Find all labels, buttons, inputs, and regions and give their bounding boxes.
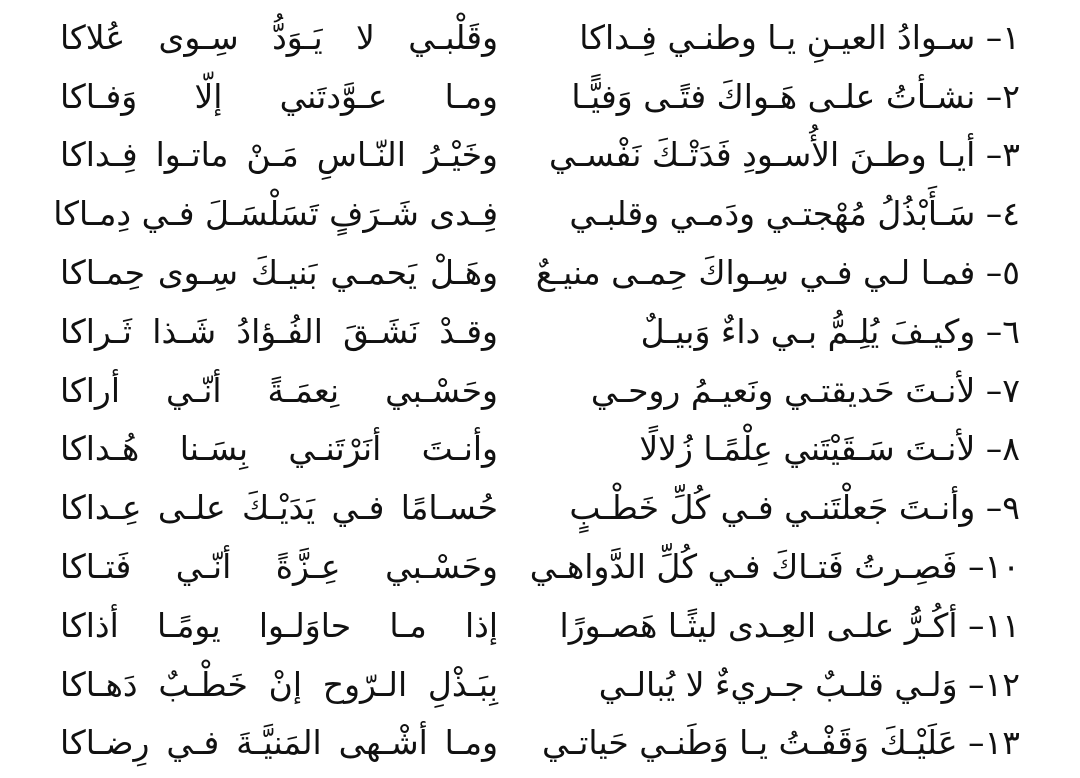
verse-first-hemistich: ٣– أيـا وطـنَ الأُسـودِ فَدَتْـكَ نَفْسـي [548,135,1020,175]
verse-line [60,596,1020,655]
verse-second-hemistich: إذا مـا حاوَلـوا يومًـا أذاكا [60,605,498,645]
verse-first-hemistich: ٦– وكيـفَ يُلِـمُّ بـي داءٌ وَبيـلٌ [640,311,1020,351]
verse-second-hemistich: وحَسْـبي عِـزَّةً أنّـي فَتـاكا [60,547,498,587]
verse-first-hemistich: ٧– لأنـتَ حَديقتـي ونَعيـمُ روحـي [590,370,1020,410]
verse-second-hemistich: وقَلْبـي لا يَـوَدُّ سِـوى عُلاكا [60,17,498,57]
verse-first-hemistich: ١٢– وَلـي قلـبٌ جـريءٌ لا يُبالـي [598,664,1020,704]
verse-second-hemistich: بِبَـذْلِ الـرّوح إنْ خَطْـبٌ دَهـاكا [60,664,498,704]
verse-line [60,714,1020,773]
verse-first-hemistich: ٨– لأنـتَ سَـقَيْتَني عِلْمًـا زُلالًا [639,429,1020,469]
verse-first-hemistich: ٢– نشـأتُ علـى هَـواكَ فتًـى وَفيًّـا [571,76,1020,116]
verse-first-hemistich: ١٠– فَصِـرتُ فَتـاكَ فـي كُلِّ الدَّواهـي [529,547,1020,587]
verse-second-hemistich: فِـدى شَـرَفٍ تَسَلْسَـلَ فـي دِمـاكا [53,194,498,234]
verse-first-hemistich: ٥– فمـا لـي فـي سِـواكَ حِمـى منيـعٌ [535,253,1020,293]
verse-first-hemistich: ٩– وأنـتَ جَعلْتَنـي فـي كُلِّ خَطْـبٍ [569,488,1020,528]
verse-first-hemistich: ١١– أكُـرُّ علـى العِـدى ليثًـا هَصـورًا [559,605,1020,645]
verse-line [60,8,1020,67]
verse-line [53,184,1020,243]
verse-line [60,67,1020,126]
verse-second-hemistich: وحَسْـبي نِعمَـةً أنّـي أراكا [60,370,498,410]
verse-line [60,655,1020,714]
verse-second-hemistich: وخَيْـرُ النّـاسِ مَـنْ ماتـوا فِـداكا [60,135,498,175]
verse-first-hemistich: ١٣– عَلَيْـكَ وَقَفْـتُ يـا وَطَنـي حَياتـي [542,723,1020,763]
verse-second-hemistich: وهَـلْ يَحمـي بَنيـكَ سِـوى حِمـاكا [60,253,498,293]
verse-line [60,420,1020,479]
verse-second-hemistich: حُسـامًا فـي يَدَيْـكَ علـى عِـداكا [60,488,498,528]
verse-second-hemistich: وأنـتَ أنَرْتَنـي بِسَـنا هُـداكا [60,429,498,469]
verse-line [60,243,1020,302]
verse-line [60,126,1020,185]
verse-line [60,537,1020,596]
poem [53,8,1020,772]
verse-second-hemistich: وقـدْ نَشَـقَ الفُـؤادُ شَـذا ثَـراكا [60,311,498,351]
verse-line [60,478,1020,537]
verse-first-hemistich: ٤– سَـأَبْذُلُ مُهْجتـي ودَمـي وقلبـي [569,194,1020,234]
verse-line [60,302,1020,361]
verse-second-hemistich: ومـا عـوَّدتَني إلّا وَفـاكا [60,76,498,116]
verse-second-hemistich: ومـا أشْـهى المَنيَّـةَ فـي رِضـاكا [60,723,498,763]
verse-line [60,361,1020,420]
verse-first-hemistich: ١– سـوادُ العيـنِ يـا وطنـي فِـداكا [579,17,1020,57]
